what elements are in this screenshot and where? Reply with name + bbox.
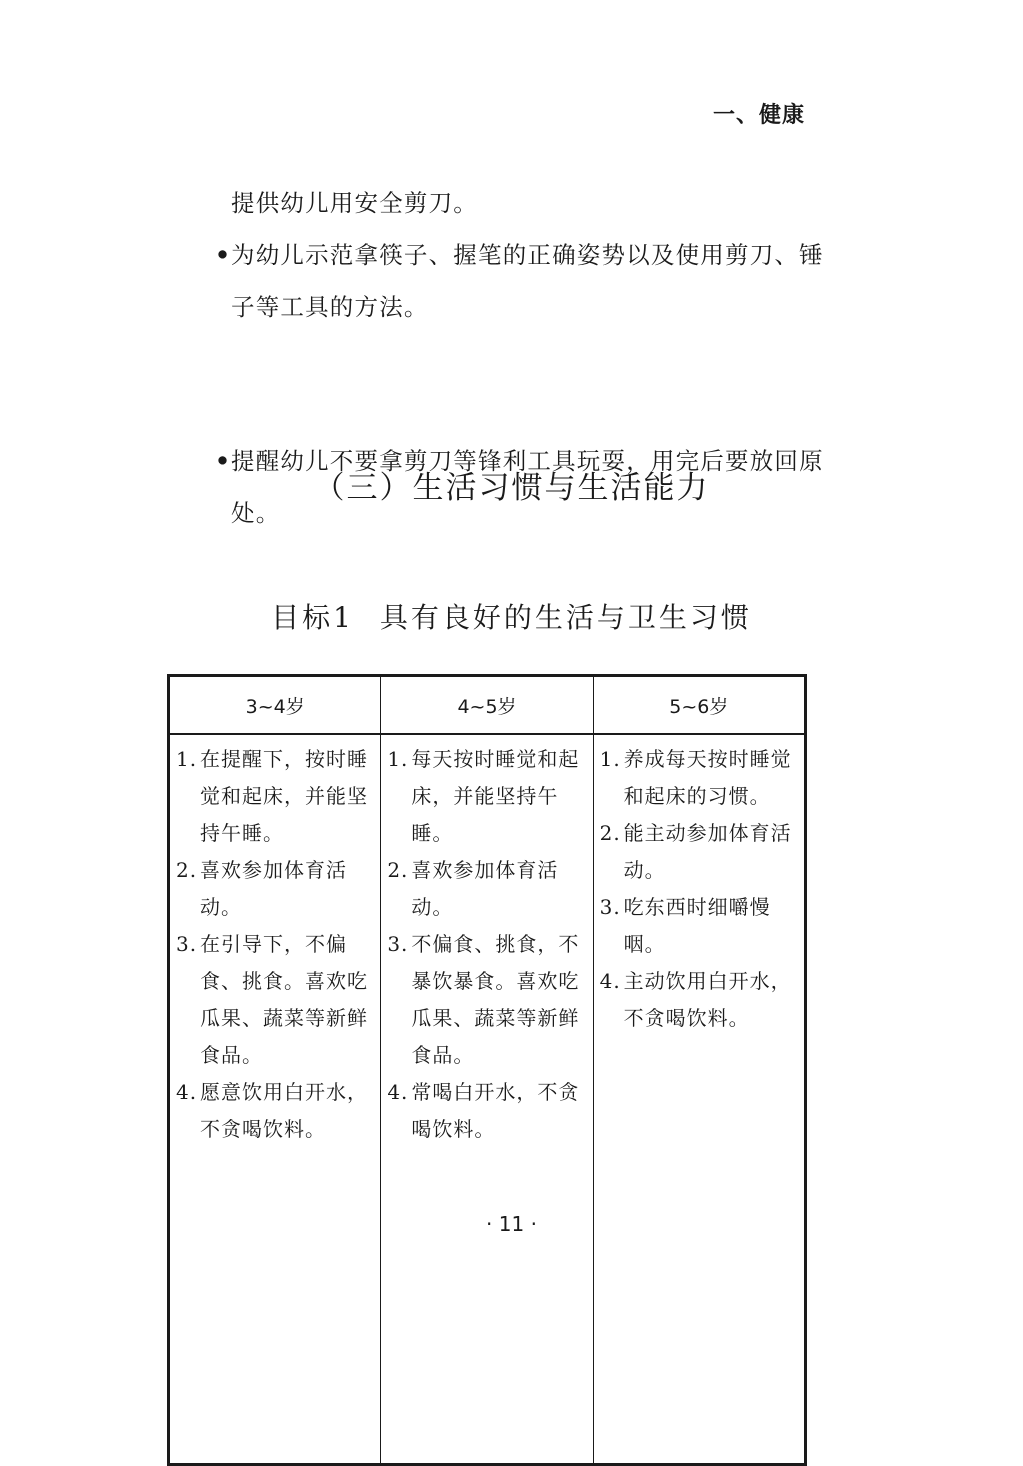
list-item (600, 963, 800, 1037)
table-row (169, 734, 806, 1465)
item-number: 1. (176, 747, 198, 771)
page-number: · 11 · (486, 1212, 537, 1236)
item-text: 喜欢参加体育活动。 (411, 858, 559, 919)
list-item (176, 741, 376, 852)
item-text: 不偏食、挑食，不暴饮暴食。喜欢吃瓜果、蔬菜等新鲜食品。 (411, 932, 580, 1067)
item-text: 主动饮用白开水，不贪喝饮料。 (623, 969, 792, 1030)
item-number: 3. (387, 932, 409, 956)
bullet-marker: • (215, 241, 232, 269)
item-number: 1. (387, 747, 409, 771)
list-item (387, 741, 588, 852)
list-item (387, 926, 588, 1074)
item-text: 每天按时睡觉和起床，并能坚持午睡。 (411, 747, 580, 845)
table-cell-4-5 (381, 734, 593, 1465)
item-number: 3. (176, 932, 198, 956)
table-header-row (169, 676, 806, 735)
bullet-text: 为幼儿示范拿筷子、握笔的正确姿势以及使用剪刀、锤子等工具的方法。 (231, 241, 824, 321)
item-text: 常喝白开水，不贪喝饮料。 (411, 1080, 580, 1141)
item-number: 2. (387, 858, 409, 882)
item-text: 在提醒下，按时睡觉和起床，并能坚持午睡。 (200, 747, 368, 845)
bullet-item-1 (215, 229, 831, 333)
goal-table (167, 674, 807, 1466)
list-item (176, 1074, 376, 1148)
table-cell-3-4 (169, 734, 381, 1465)
running-head: 一、健康 (712, 103, 805, 128)
item-number: 4. (599, 969, 621, 993)
list-item (387, 1074, 588, 1148)
item-number: 4. (387, 1080, 409, 1104)
item-text: 愿意饮用白开水，不贪喝饮料。 (200, 1080, 368, 1141)
list-item (176, 852, 376, 926)
item-text: 吃东西时细嚼慢咽。 (623, 895, 771, 956)
bullet-text: 提醒幼儿不要拿剪刀等锋利工具玩耍，用完后要放回原处。 (231, 447, 824, 527)
continuation-paragraph: 提供幼儿用安全剪刀。 (231, 189, 478, 217)
item-text: 在引导下，不偏食、挑食。喜欢吃瓜果、蔬菜等新鲜食品。 (200, 932, 368, 1067)
column-header-5-6: 5~6岁 (593, 676, 805, 735)
item-number: 4. (176, 1080, 198, 1104)
item-number: 2. (599, 821, 621, 845)
item-text: 能主动参加体育活动。 (623, 821, 792, 882)
column-header-4-5: 4~5岁 (381, 676, 593, 735)
item-number: 3. (599, 895, 621, 919)
bullet-marker: • (215, 447, 232, 475)
list-item (600, 889, 800, 963)
item-number: 1. (599, 747, 621, 771)
goal-heading (0, 596, 1023, 636)
list-item (387, 852, 588, 926)
list-item (600, 741, 800, 815)
item-text: 养成每天按时睡觉和起床的习惯。 (623, 747, 792, 808)
list-item (176, 926, 376, 1074)
goal-label: 目标1 (271, 601, 354, 634)
item-number: 2. (176, 858, 198, 882)
list-item (600, 815, 800, 889)
section-heading: （三）生活习惯与生活能力 (313, 470, 710, 506)
table-cell-5-6 (593, 734, 805, 1465)
goal-title: 具有良好的生活与卫生习惯 (379, 601, 752, 634)
column-header-3-4: 3~4岁 (169, 676, 381, 735)
item-text: 喜欢参加体育活动。 (200, 858, 347, 919)
